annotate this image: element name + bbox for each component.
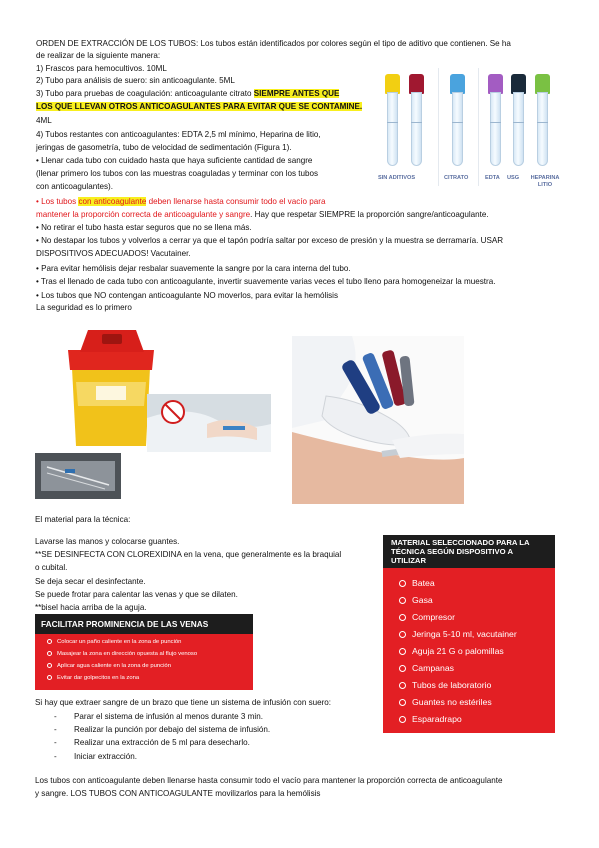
- safety-heading: La seguridad es lo primero: [36, 303, 132, 312]
- tube-red: [410, 74, 423, 166]
- infusion-step-dash: -: [54, 752, 57, 761]
- highlight-anticoagulant: con anticoagulante: [78, 197, 147, 206]
- label-heparina-litio: HEPARINA LITIO: [530, 175, 560, 188]
- bullet-circle-icon: [47, 639, 52, 644]
- veins-panel-title: FACILITAR PROMINENCIA DE LAS VENAS: [35, 614, 253, 634]
- blood-draw-image: [292, 336, 464, 504]
- highlight-always-before: SIEMPRE ANTES QUE: [253, 89, 340, 98]
- material-item: Compresor: [399, 612, 455, 623]
- bullet-4-a: • No destapar los tubos y volverlos a cerrar ya que el tapón podría saltar por exceso de presión y la muestra se derramaría. USAR: [36, 236, 504, 245]
- bullet-1-c: con anticoagulantes).: [36, 182, 113, 191]
- bullet-circle-icon: [399, 580, 406, 587]
- bullet-circle-icon: [399, 665, 406, 672]
- order-item-2: 2) Tubo para análisis de suero: sin anticoagulante. 5ML: [36, 76, 235, 85]
- infusion-step-4: Iniciar extracción.: [74, 752, 137, 761]
- material-panel-title: MATERIAL SELECCIONADO PARA LA TÉCNICA SEGÚN DISPOSITIVO A UTILIZAR: [383, 535, 555, 568]
- infusion-step-1: Parar el sistema de infusión al menos durante 3 min.: [74, 712, 263, 721]
- label-sin-aditivos: SIN ADITIVOS: [378, 175, 416, 181]
- material-item: Gasa: [399, 595, 433, 606]
- label-usg: USG: [507, 175, 520, 181]
- bullet-2-a: • Los tubos con anticoagulante deben llenarse hasta consumir todo el vacío para: [36, 197, 326, 206]
- veins-item: Aplicar agua caliente en la zona de punción: [47, 663, 171, 670]
- veins-panel: [35, 614, 253, 690]
- needle-disposal-image: [147, 394, 271, 452]
- material-item: Aguja 21 G o palomillas: [399, 646, 504, 657]
- figure-divider: [478, 68, 479, 186]
- bullet-1-a: • Llenar cada tubo con cuidado hasta que haya suficiente cantidad de sangre: [36, 156, 313, 165]
- sharps-container-image: [66, 322, 156, 448]
- bullet-4-b: DISPOSITIVOS ADECUADOS! Vacutainer.: [36, 249, 191, 258]
- material-panel: [383, 535, 555, 733]
- tube-yellow: [386, 74, 399, 166]
- bullet-1-b: (llenar primero los tubos con las muestras coaguladas y terminar con los tubos: [36, 169, 319, 178]
- infusion-step-dash: -: [54, 712, 57, 721]
- bullet-circle-icon: [399, 631, 406, 638]
- material-item: Tubos de laboratorio: [399, 680, 491, 691]
- highlight-contamination: LOS QUE LLEVAN OTROS ANTICOAGULANTES PARA EVITAR QUE SE CONTAMINE.: [36, 102, 363, 111]
- bullet-circle-icon: [399, 614, 406, 621]
- order-item-3-cont: [36, 101, 362, 112]
- material-item: Guantes no estériles: [399, 697, 492, 708]
- order-item-4-b: jeringas de gasometría, tubo de velocidad de sedimentación (Figura 1).: [36, 143, 292, 152]
- material-p3: Se deja secar el desinfectante.: [35, 577, 146, 586]
- material-item: Esparadrapo: [399, 714, 462, 725]
- bullet-circle-icon: [399, 648, 406, 655]
- intro-line-1: ORDEN DE EXTRACCIÓN DE LOS TUBOS: Los tubos están identificados por colores según el tipo de aditivo que contienen. Se ha: [36, 39, 511, 48]
- material-p4: Se puede frotar para calentar las venas y que se dilaten.: [35, 590, 238, 599]
- material-heading: El material para la técnica:: [35, 515, 131, 524]
- material-item: Batea: [399, 578, 435, 589]
- tube-purple: [489, 74, 502, 166]
- material-item: Jeringa 5-10 ml, vacutainer: [399, 629, 517, 640]
- bullet-2-b: mantener la proporción correcta de anticoagulante y sangre. Hay que respetar SIEMPRE la proporción sangre/anticoagulante.: [36, 210, 489, 219]
- infusion-step-dash: -: [54, 725, 57, 734]
- figure-divider: [438, 68, 439, 186]
- veins-item: Colocar un paño caliente en la zona de punción: [47, 639, 181, 646]
- infusion-lead: Si hay que extraer sangre de un brazo que tiene un sistema de infusión con suero:: [35, 698, 332, 707]
- label-citrato: CITRATO: [444, 175, 469, 181]
- veins-item: Evitar dar golpecitos en la zona: [47, 675, 139, 682]
- infusion-step-2: Realizar la punción por debajo del sistema de infusión.: [74, 725, 271, 734]
- bullet-6: • Tras el llenado de cada tubo con anticoagulante, invertir suavemente varias veces el tubo lleno para homogeneizar la muestra.: [36, 277, 496, 286]
- closing-line-1: Los tubos con anticoagulante deben llenarse hasta consumir todo el vacío para mantener la proporción correcta de anticoagulante: [35, 776, 503, 785]
- material-p2-b: o cubital.: [35, 563, 68, 572]
- intro-line-2: de realizar de la siguiente manera:: [36, 51, 161, 60]
- bullet-3: • No retirar el tubo hasta estar seguros que no se llena más.: [36, 223, 252, 232]
- bullet-circle-icon: [399, 716, 406, 723]
- tube-dark: [512, 74, 525, 166]
- material-p5: **bisel hacia arriba de la aguja.: [35, 603, 147, 612]
- bullet-7: • Los tubos que NO contengan anticoagulante NO moverlos, para evitar la hemólisis: [36, 291, 339, 300]
- veins-item: Masajear la zona en dirección opuesta al flujo venoso: [47, 651, 197, 658]
- bullet-circle-icon: [399, 597, 406, 604]
- bullet-circle-icon: [399, 699, 406, 706]
- order-item-4-a: 4) Tubos restantes con anticoagulantes: EDTA 2,5 ml mínimo, Heparina de litio,: [36, 130, 321, 139]
- bullet-5: • Para evitar hemólisis dejar resbalar suavemente la sangre por la cara interna del tubo.: [36, 264, 351, 273]
- tubes-figure: [372, 62, 564, 192]
- needle-tray-image: [35, 453, 121, 499]
- infusion-step-dash: -: [54, 738, 57, 747]
- bullet-circle-icon: [47, 675, 52, 680]
- tube-light-blue: [451, 74, 464, 166]
- bullet-circle-icon: [399, 682, 406, 689]
- label-edta: EDTA: [485, 175, 500, 181]
- bullet-circle-icon: [47, 663, 52, 668]
- tube-green: [536, 74, 549, 166]
- order-item-3-ml: 4ML: [36, 116, 52, 125]
- order-item-1: 1) Frascos para hemocultivos. 10ML: [36, 64, 167, 73]
- order-item-3: 3) Tubo para pruebas de coagulación: anticoagulante citrato SIEMPRE ANTES QUE: [36, 89, 340, 98]
- material-p1: Lavarse las manos y colocarse guantes.: [35, 537, 180, 546]
- material-item: Campanas: [399, 663, 454, 674]
- closing-line-2: y sangre. LOS TUBOS CON ANTICOAGULANTE movilizarlos para la hemólisis: [35, 789, 321, 798]
- infusion-step-3: Realizar una extracción de 5 ml para desecharlo.: [74, 738, 250, 747]
- bullet-circle-icon: [47, 651, 52, 656]
- material-p2-a: **SE DESINFECTA CON CLOREXIDINA en la vena, que generalmente es la braquial: [35, 550, 342, 559]
